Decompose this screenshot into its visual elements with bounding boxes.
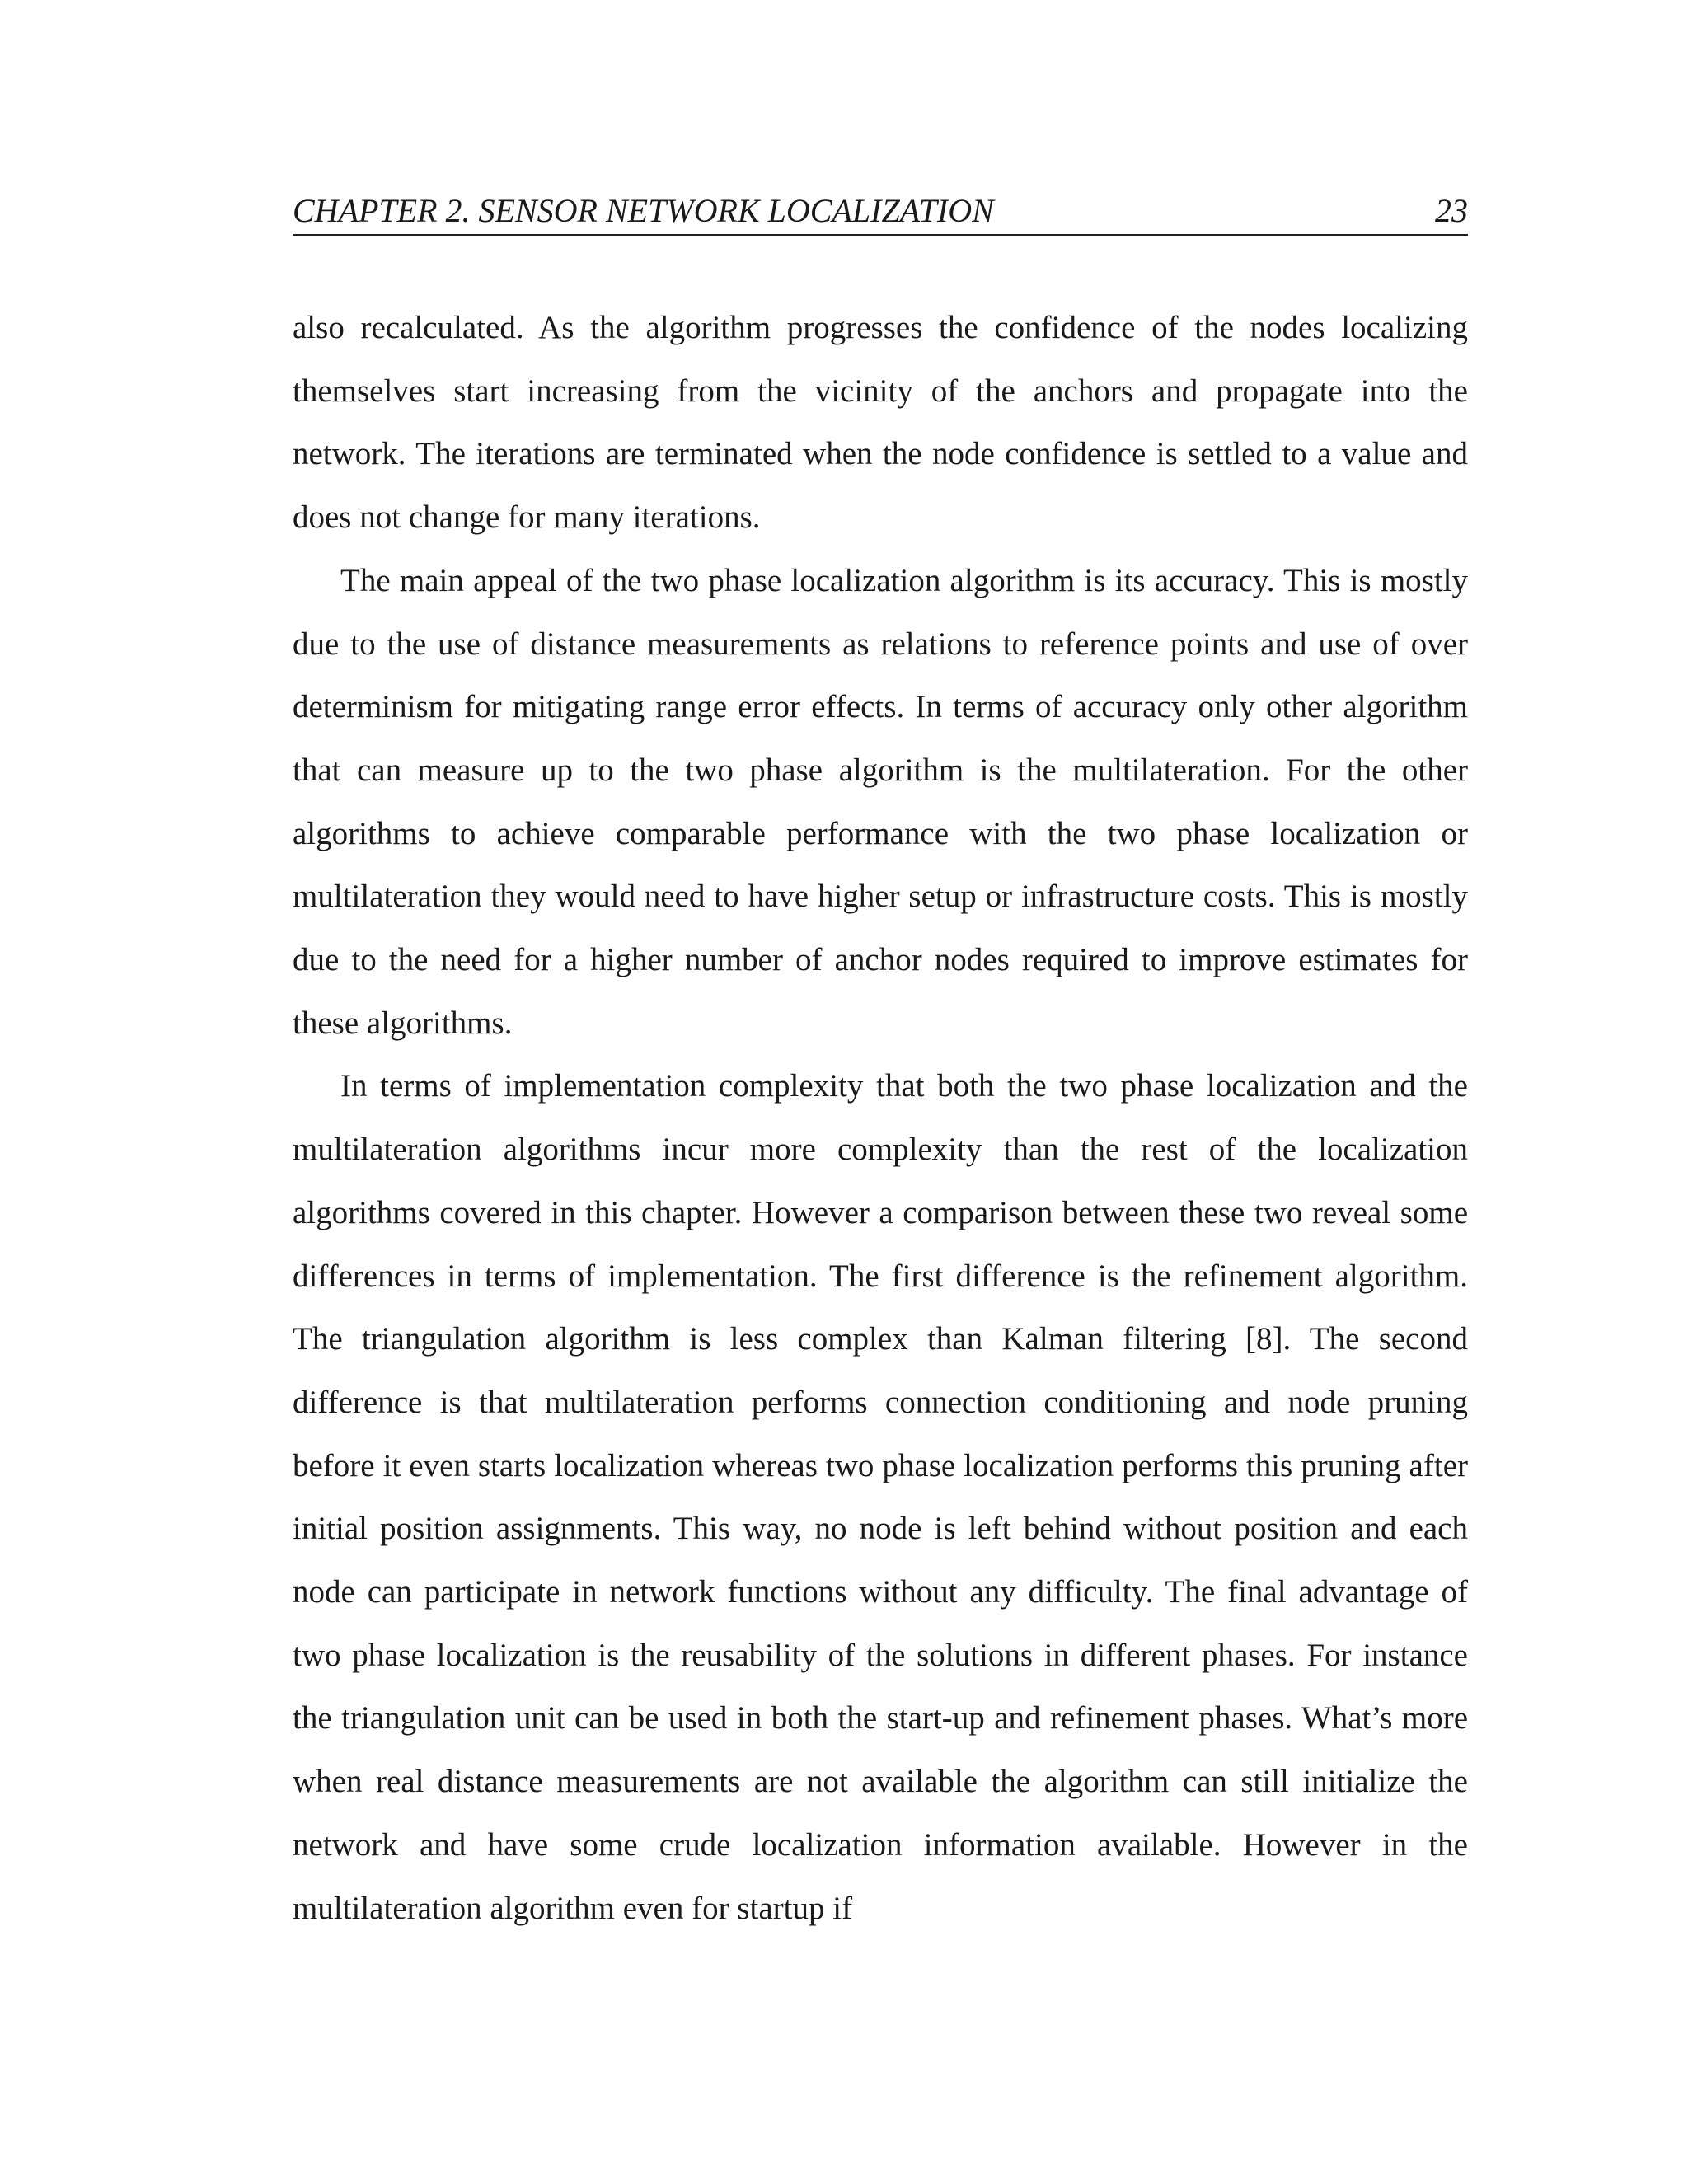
- body-text: [293, 297, 1468, 1940]
- paragraph-complexity: In terms of implementation complexity that both the two phase localization and the multilateration algorithms incur more complexity than the rest of the localization algorithms covered in this chapter. However a comparison between these two reveal some differences in terms of implementation. The first difference is the refinement algorithm. The triangulation algorithm is less complex than Kalman filtering [8]. The second difference is that multilateration performs connection conditioning and node pruning before it even starts localization whereas two phase localization performs this pruning after initial position assignments. This way, no node is left behind without position and each node can participate in network functions without any difficulty. The final advantage of two phase localization is the reusability of the solutions in different phases. For instance the triangulation unit can be used in both the start-up and refinement phases. What’s more when real distance measurements are not available the algorithm can still initialize the network and have some crude localization information available. However in the multilateration algorithm even for startup if: [293, 1068, 1468, 1926]
- running-header: [293, 188, 1468, 236]
- paragraph-accuracy: The main appeal of the two phase localization algorithm is its accuracy. This is mostly due to the use of distance measurements as relations to reference points and use of over determinism for mitigating range error effects. In terms of accuracy only other algorithm that can measure up to the two phase algorithm is the multilateration. For the other algorithms to achieve comparable performance with the two phase localization or multilateration they would need to have higher setup or infrastructure costs. This is mostly due to the need for a higher number of anchor nodes required to improve estimates for these algorithms.: [293, 562, 1468, 1041]
- page-number: 23: [1435, 192, 1468, 229]
- paragraph-continued: also recalculated. As the algorithm progresses the confidence of the nodes localizing themselves start increasing from the vicinity of the anchors and propagate into the network. The iterations are terminated when the node confidence is settled to a value and does not change for many iterations.: [293, 310, 1468, 536]
- chapter-title: CHAPTER 2. SENSOR NETWORK LOCALIZATION: [293, 192, 994, 229]
